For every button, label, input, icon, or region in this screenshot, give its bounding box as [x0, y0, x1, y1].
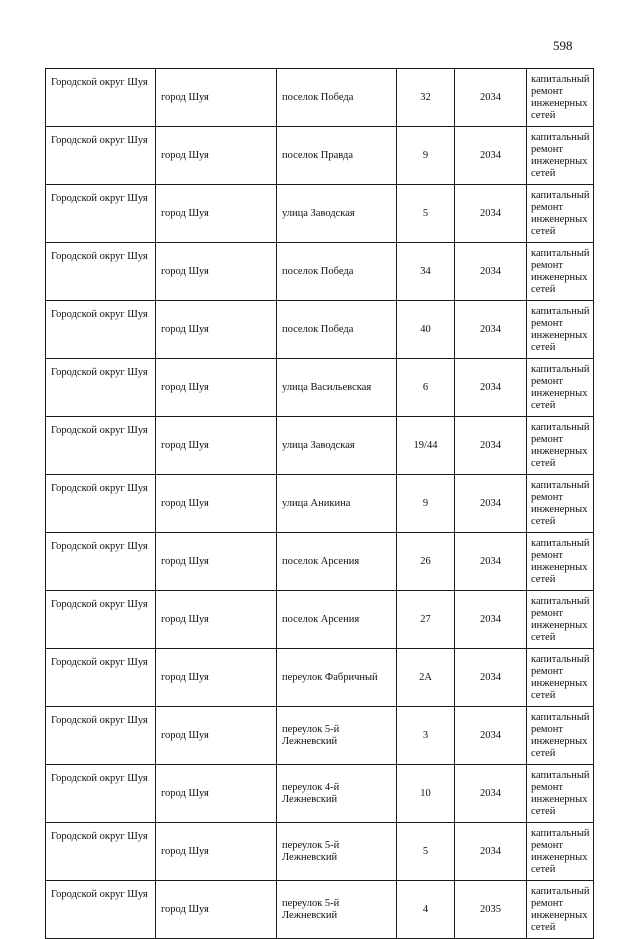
house-number-cell: 3: [397, 707, 455, 765]
year-cell: 2034: [455, 765, 527, 823]
district-cell: Городской округ Шуя: [46, 417, 156, 475]
year-cell: 2034: [455, 185, 527, 243]
street-cell: переулок 5-й Лежневский: [277, 823, 397, 881]
work-type-cell: капитальный ремонт инженерных сетей: [527, 765, 594, 823]
district-cell: Городской округ Шуя: [46, 69, 156, 127]
city-cell: город Шуя: [156, 417, 277, 475]
work-type-cell: капитальный ремонт инженерных сетей: [527, 649, 594, 707]
district-cell: Городской округ Шуя: [46, 765, 156, 823]
street-cell: поселок Победа: [277, 69, 397, 127]
work-type-cell: капитальный ремонт инженерных сетей: [527, 823, 594, 881]
year-cell: 2034: [455, 533, 527, 591]
city-cell: город Шуя: [156, 243, 277, 301]
house-number-cell: 32: [397, 69, 455, 127]
house-number-cell: 19/44: [397, 417, 455, 475]
work-type-cell: капитальный ремонт инженерных сетей: [527, 127, 594, 185]
table-row: [46, 475, 594, 533]
city-cell: город Шуя: [156, 765, 277, 823]
street-cell: переулок Фабричный: [277, 649, 397, 707]
street-cell: переулок 5-й Лежневский: [277, 881, 397, 939]
district-cell: Городской округ Шуя: [46, 533, 156, 591]
work-type-cell: капитальный ремонт инженерных сетей: [527, 707, 594, 765]
year-cell: 2034: [455, 823, 527, 881]
house-number-cell: 9: [397, 475, 455, 533]
district-cell: Городской округ Шуя: [46, 127, 156, 185]
street-cell: поселок Арсения: [277, 533, 397, 591]
table-row: [46, 417, 594, 475]
street-cell: переулок 5-й Лежневский: [277, 707, 397, 765]
house-number-cell: 5: [397, 185, 455, 243]
city-cell: город Шуя: [156, 707, 277, 765]
table-row: [46, 127, 594, 185]
table-row: [46, 359, 594, 417]
district-cell: Городской округ Шуя: [46, 243, 156, 301]
year-cell: 2034: [455, 301, 527, 359]
year-cell: 2035: [455, 881, 527, 939]
house-number-cell: 4: [397, 881, 455, 939]
city-cell: город Шуя: [156, 475, 277, 533]
house-number-cell: 40: [397, 301, 455, 359]
city-cell: город Шуя: [156, 533, 277, 591]
district-cell: Городской округ Шуя: [46, 185, 156, 243]
district-cell: Городской округ Шуя: [46, 301, 156, 359]
work-type-cell: капитальный ремонт инженерных сетей: [527, 591, 594, 649]
year-cell: 2034: [455, 127, 527, 185]
work-type-cell: капитальный ремонт инженерных сетей: [527, 475, 594, 533]
street-cell: поселок Победа: [277, 243, 397, 301]
district-cell: Городской округ Шуя: [46, 359, 156, 417]
street-cell: поселок Арсения: [277, 591, 397, 649]
work-type-cell: капитальный ремонт инженерных сетей: [527, 359, 594, 417]
work-type-cell: капитальный ремонт инженерных сетей: [527, 185, 594, 243]
page-number: 598: [553, 38, 573, 53]
year-cell: 2034: [455, 417, 527, 475]
district-cell: Городской округ Шуя: [46, 475, 156, 533]
year-cell: 2034: [455, 475, 527, 533]
street-cell: поселок Правда: [277, 127, 397, 185]
table-body: [46, 69, 594, 939]
district-cell: Городской округ Шуя: [46, 591, 156, 649]
table-row: [46, 649, 594, 707]
house-number-cell: 5: [397, 823, 455, 881]
street-cell: улица Заводская: [277, 417, 397, 475]
table-row: [46, 823, 594, 881]
street-cell: улица Аникина: [277, 475, 397, 533]
table-row: [46, 707, 594, 765]
year-cell: 2034: [455, 359, 527, 417]
district-cell: Городской округ Шуя: [46, 881, 156, 939]
table-row: [46, 765, 594, 823]
year-cell: 2034: [455, 649, 527, 707]
house-number-cell: 26: [397, 533, 455, 591]
house-number-cell: 34: [397, 243, 455, 301]
city-cell: город Шуя: [156, 127, 277, 185]
street-cell: поселок Победа: [277, 301, 397, 359]
street-cell: улица Заводская: [277, 185, 397, 243]
district-cell: Городской округ Шуя: [46, 649, 156, 707]
work-type-cell: капитальный ремонт инженерных сетей: [527, 417, 594, 475]
city-cell: город Шуя: [156, 301, 277, 359]
year-cell: 2034: [455, 69, 527, 127]
work-type-cell: капитальный ремонт инженерных сетей: [527, 243, 594, 301]
work-type-cell: капитальный ремонт инженерных сетей: [527, 69, 594, 127]
table-row: [46, 533, 594, 591]
table-row: [46, 301, 594, 359]
house-number-cell: 10: [397, 765, 455, 823]
district-cell: Городской округ Шуя: [46, 707, 156, 765]
street-cell: улица Васильевская: [277, 359, 397, 417]
city-cell: город Шуя: [156, 881, 277, 939]
city-cell: город Шуя: [156, 359, 277, 417]
year-cell: 2034: [455, 707, 527, 765]
work-type-cell: капитальный ремонт инженерных сетей: [527, 881, 594, 939]
work-type-cell: капитальный ремонт инженерных сетей: [527, 301, 594, 359]
house-number-cell: 6: [397, 359, 455, 417]
table-row: [46, 69, 594, 127]
city-cell: город Шуя: [156, 591, 277, 649]
year-cell: 2034: [455, 243, 527, 301]
house-number-cell: 9: [397, 127, 455, 185]
city-cell: город Шуя: [156, 649, 277, 707]
house-number-cell: 27: [397, 591, 455, 649]
city-cell: город Шуя: [156, 185, 277, 243]
house-number-cell: 2А: [397, 649, 455, 707]
table-row: [46, 243, 594, 301]
city-cell: город Шуя: [156, 823, 277, 881]
table-row: [46, 881, 594, 939]
work-type-cell: капитальный ремонт инженерных сетей: [527, 533, 594, 591]
street-cell: переулок 4-й Лежневский: [277, 765, 397, 823]
table-row: [46, 185, 594, 243]
table-row: [46, 591, 594, 649]
city-cell: город Шуя: [156, 69, 277, 127]
district-cell: Городской округ Шуя: [46, 823, 156, 881]
repair-schedule-table: [45, 68, 594, 939]
year-cell: 2034: [455, 591, 527, 649]
